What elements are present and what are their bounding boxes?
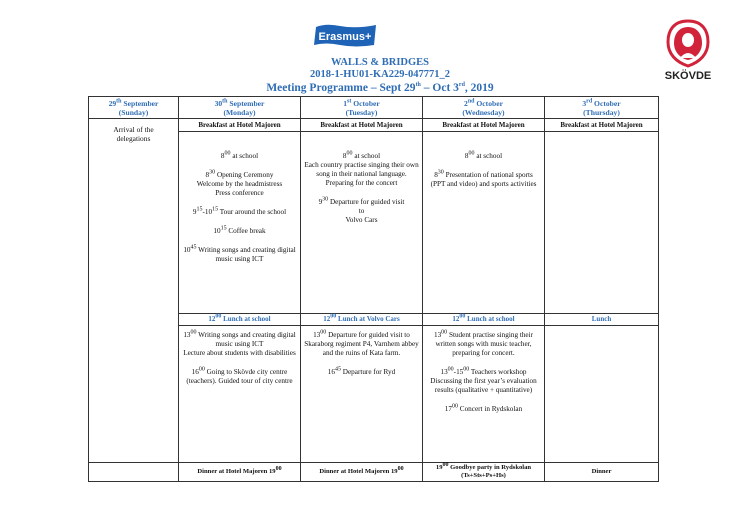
thursday-morning-cell [545,132,659,313]
dinner-row [89,462,659,481]
day-header-row [89,97,659,119]
project-title: WALLS & BRIDGES [330,57,430,68]
day-header: 29th September (Sunday) [89,97,179,119]
erasmus-logo [312,23,380,49]
dinner-cell [89,462,179,481]
day-header: 3rd October (Thursday) [545,97,659,119]
wednesday-morning-cell: $8^{00}$ at school $8^{30}$ Presentation of national sports (PPT and video) and sports activities [423,132,545,313]
breakfast-cell: Breakfast at Hotel Majoren [423,119,545,132]
arrival-cell: Arrival of the delegations [89,119,179,463]
dinner-cell: $19^{00}$ Goodbye party in Rydskolan (Ts+Sts+Ps+Hs) [423,462,545,481]
programme-table [88,96,659,482]
dinner-cell: Dinner at Hotel Majoren $19^{00}$ [301,462,423,481]
project-code: 2018-1-HU01-KA229-047771_2 [310,69,450,80]
lunch-cell: Lunch [545,313,659,325]
thursday-afternoon-cell [545,325,659,462]
day-header: 1st October (Tuesday) [301,97,423,119]
monday-morning-cell: $8^{00}$ at school $8^{30}$ Opening Ceremony Welcome by the headmistress Press conference $9^{15}-10^{15}$ Tour around the school $10^{15}$ Coffee break $10^{45}$ Writing songs and creating digital music using ICT [179,132,301,313]
breakfast-cell: Breakfast at Hotel Majoren [301,119,423,132]
breakfast-row [89,119,659,132]
lunch-cell: $12^{00}$ Lunch at school [423,313,545,325]
dinner-cell: Dinner at Hotel Majoren $19^{00}$ [179,462,301,481]
breakfast-cell: Breakfast at Hotel Majoren [179,119,301,132]
tuesday-morning-cell: $8^{00}$ at school Each country practise singing their own song in their national language. Preparing for the concert $9^{30}$ Departure for guided visit to Volvo Cars [301,132,423,313]
monday-afternoon-cell: $13^{00}$ Writing songs and creating digital music using ICT Lecture about students with disabilities $16^{00}$ Going to Skövde city centre (teachers). Guided tour of city centre [179,325,301,462]
breakfast-cell: Breakfast at Hotel Majoren [545,119,659,132]
day-header: 30th September (Monday) [179,97,301,119]
lunch-cell: $12^{00}$ Lunch at school [179,313,301,325]
dinner-cell: Dinner [545,462,659,481]
tuesday-afternoon-cell: $13^{00}$ Departure for guided visit to Skaraborg regiment P4, Varnhem abbey and the ruins of Kata farm. $16^{45}$ Departure for Ryd [301,325,423,462]
day-header: 2nd October (Wednesday) [423,97,545,119]
svg-text:Erasmus+: Erasmus+ [318,31,372,43]
lunch-cell: $12^{00}$ Lunch at Volvo Cars [301,313,423,325]
wednesday-afternoon-cell: $13^{00}$ Student practise singing their written songs with music teacher, preparing for concert. $13^{00}-15^{00}$ Teachers workshop Discussing the first year’s evaluation results (qualitative + quantitative) $17^{00}$ Concert in Rydskolan [423,325,545,462]
svg-text:SKÖVDE: SKÖVDE [664,70,712,82]
meeting-heading: Meeting Programme – Sept 29th – Oct 3rd, 2019 [266,82,494,94]
